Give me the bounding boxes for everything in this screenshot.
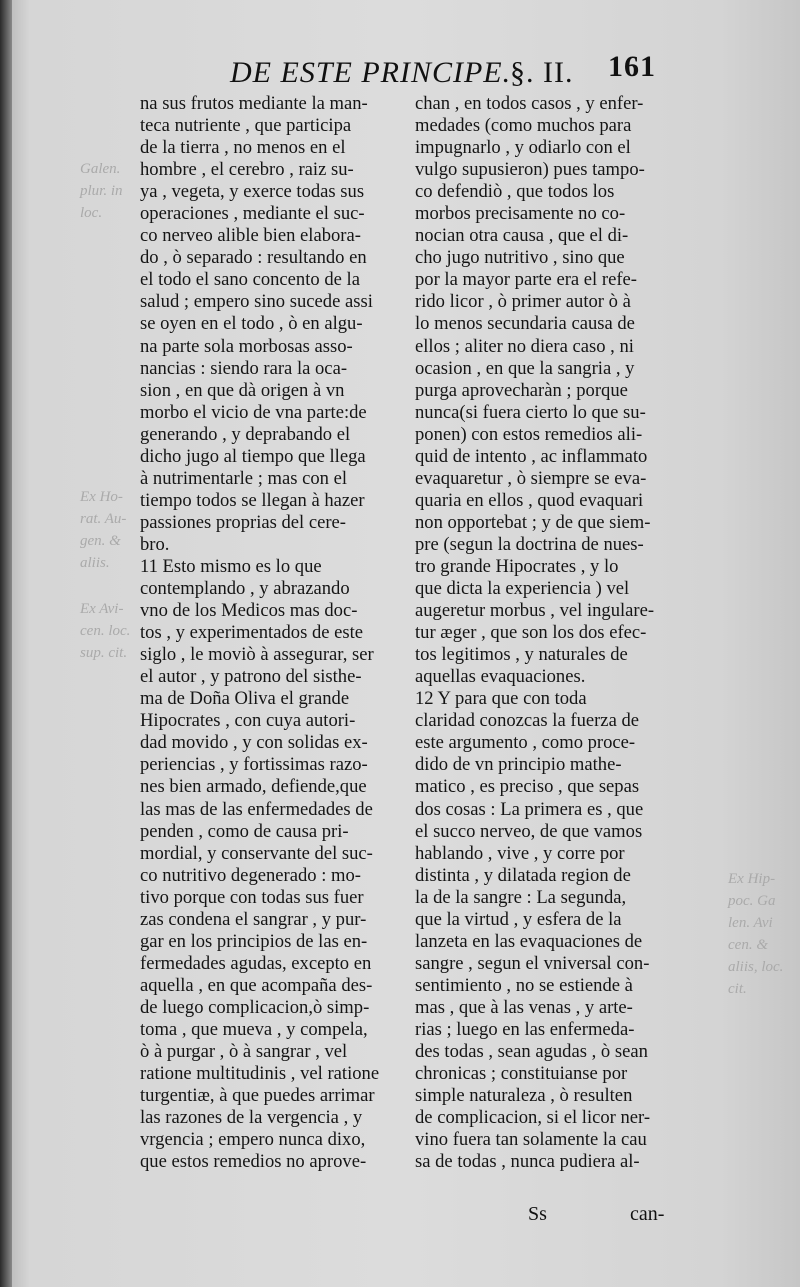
text-line: toma , que mueva , y compela, xyxy=(140,1018,368,1040)
text-line: hablando , vive , y corre por xyxy=(415,842,625,864)
text-line: las mas de las enfermedades de xyxy=(140,798,373,820)
text-line: na sus frutos mediante la man- xyxy=(140,93,368,114)
catchword: can- xyxy=(630,1203,665,1225)
text-line: do , ò separado : resultando en xyxy=(140,247,367,269)
signature-mark: Ss xyxy=(528,1203,547,1225)
text-line: dad movido , y con solidas ex- xyxy=(140,732,368,754)
text-line: salud ; empero sino sucede assi xyxy=(140,291,373,313)
margin-note-line: rat. Au- xyxy=(80,511,127,527)
text-line: chronicas ; constituianse por xyxy=(415,1063,628,1085)
header-title: DE ESTE PRINCIPE. xyxy=(230,56,512,89)
text-line: fermedades agudas, excepto en xyxy=(140,952,372,974)
text-line: dos cosas : La primera es , que xyxy=(415,798,644,820)
text-line: el todo el sano concento de la xyxy=(140,269,360,291)
margin-note-line: cen. loc. xyxy=(80,623,131,639)
text-line: co defendiò , que todos los xyxy=(415,181,615,203)
text-line: de complicacion, si el licor ner- xyxy=(415,1107,651,1129)
text-line: quaria en ellos , quod evaquari xyxy=(415,489,644,511)
text-line: aquellas evaquaciones. xyxy=(415,666,586,688)
text-line: nes bien armado, defiende,que xyxy=(140,776,367,798)
text-line: dicho jugo al tiempo que llega xyxy=(140,445,366,467)
margin-note-line: len. Avi xyxy=(728,915,773,931)
text-line: lo menos secundaria causa de xyxy=(415,313,635,335)
text-line: ò à purgar , ò à sangrar , vel xyxy=(140,1041,348,1063)
text-line: vulgo supusieron) pues tampo- xyxy=(415,159,645,181)
text-line: sion , en que dà origen à vn xyxy=(140,379,345,401)
margin-note-left xyxy=(80,158,140,224)
margin-note-line: Ex Avi- xyxy=(80,601,124,617)
margin-note-line: cen. & xyxy=(728,937,768,953)
text-line: ratione multitudinis , vel ratione xyxy=(140,1063,380,1085)
text-line: morbos precisamente no co- xyxy=(415,203,626,225)
margin-note-right xyxy=(728,868,798,1000)
text-line: el autor , y patrono del sisthe- xyxy=(140,666,362,688)
text-line: bro. xyxy=(140,533,170,555)
text-line: zas condena el sangrar , y pur- xyxy=(140,908,367,930)
text-line: à nutrimentarle ; mas con el xyxy=(140,467,348,489)
text-line: tiempo todos se llegan à hazer xyxy=(140,489,365,511)
text-line: cho jugo nutritivo , sino que xyxy=(415,247,625,269)
text-line: dido de vn principio mathe- xyxy=(415,754,622,776)
text-line: mas , que à las venas , y arte- xyxy=(415,996,633,1018)
text-line: simple naturaleza , ò resulten xyxy=(415,1085,633,1107)
text-line: aquella , en que acompaña des- xyxy=(140,974,373,996)
text-line: la de la sangre : La segunda, xyxy=(415,886,627,908)
header-section: §. II. xyxy=(510,56,574,89)
text-column-left xyxy=(140,93,400,1173)
text-line: periencias , y fortissimas razo- xyxy=(140,754,368,776)
text-line: ellos ; aliter no diera caso , ni xyxy=(415,335,634,357)
text-line: quid de intento , ac inflammato xyxy=(415,445,648,467)
text-line: rido licor , ò primer autor ò à xyxy=(415,291,631,313)
margin-note-line: cit. xyxy=(728,981,747,997)
text-line: vrgencia ; empero nunca dixo, xyxy=(140,1129,366,1151)
text-line: co nerveo alible bien elabora- xyxy=(140,225,361,247)
text-line: impugnarlo , y odiarlo con el xyxy=(415,137,631,159)
text-line: nocian otra causa , que el di- xyxy=(415,225,629,247)
text-line: siglo , le moviò à assegurar, ser xyxy=(140,644,374,666)
text-line: de la tierra , no menos en el xyxy=(140,137,346,159)
text-line: teca nutriente , que participa xyxy=(140,115,352,137)
text-line: nancias : siendo rara la oca- xyxy=(140,357,348,379)
text-column-right xyxy=(415,93,673,1173)
margin-note-line: sup. cit. xyxy=(80,645,128,661)
text-line: tro grande Hipocrates , y lo xyxy=(415,555,619,577)
text-line: passiones proprias del cere- xyxy=(140,511,347,533)
text-line: sangre , segun el vniversal con- xyxy=(415,952,650,974)
running-header xyxy=(230,50,690,96)
margin-note-line: Ex Hip- xyxy=(728,871,776,887)
margin-note-line: plur. in xyxy=(80,183,123,199)
text-line: des todas , sean agudas , ò sean xyxy=(415,1041,648,1063)
text-line: evaquaretur , ò siempre se eva- xyxy=(415,467,647,489)
text-line: non opportebat ; y de que siem- xyxy=(415,511,651,533)
margin-note-line: gen. & xyxy=(80,533,121,549)
text-line: ponen) con estos remedios ali- xyxy=(415,423,643,445)
text-line: Hipocrates , con cuya autori- xyxy=(140,710,356,732)
margin-note-line: Galen. xyxy=(80,161,121,177)
text-line: que la virtud , y esfera de la xyxy=(415,908,622,930)
text-line: contemplando , y abrazando xyxy=(140,578,350,600)
text-line: augeretur morbus , vel ingulare- xyxy=(415,600,655,622)
text-line: sa de todas , nunca pudiera al- xyxy=(415,1151,640,1173)
text-line: turgentiæ, à que puedes arrimar xyxy=(140,1085,375,1107)
text-line: pre (segun la doctrina de nues- xyxy=(415,533,644,555)
text-line: vino fuera tan solamente la cau xyxy=(415,1129,647,1151)
text-line: matico , es preciso , que sepas xyxy=(415,776,640,798)
text-line: medades (como muchos para xyxy=(415,115,632,137)
text-line: lanzeta en las evaquaciones de xyxy=(415,930,643,952)
text-line: tos legitimos , y naturales de xyxy=(415,644,628,666)
text-line: el succo nerveo, de que vamos xyxy=(415,820,643,842)
text-line: hombre , el cerebro , raiz su- xyxy=(140,159,354,181)
text-line: co nutritivo degenerado : mo- xyxy=(140,864,361,886)
book-spine-shadow xyxy=(0,0,12,1287)
text-line: claridad conozcas la fuerza de xyxy=(415,710,640,732)
text-line: gar en los principios de las en- xyxy=(140,930,368,952)
text-line: chan , en todos casos , y enfer- xyxy=(415,93,644,114)
text-line: este argumento , como proce- xyxy=(415,732,636,754)
text-line: operaciones , mediante el suc- xyxy=(140,203,365,225)
margin-note-left xyxy=(80,598,140,664)
text-line: tivo porque con todas sus fuer xyxy=(140,886,364,908)
text-line: se oyen en el todo , ò en algu- xyxy=(140,313,363,335)
text-line: purga aprovecharàn ; porque xyxy=(415,379,628,401)
margin-note-left xyxy=(80,486,140,574)
text-line: vno de los Medicos mas doc- xyxy=(140,600,358,622)
text-line: mordial, y conservante del suc- xyxy=(140,842,373,864)
text-line: distinta , y dilatada region de xyxy=(415,864,631,886)
text-line: rias ; luego en las enfermeda- xyxy=(415,1018,635,1040)
text-line: de luego complicacion,ò simp- xyxy=(140,996,370,1018)
text-line: que dicta la experiencia ) vel xyxy=(415,578,630,600)
margin-note-line: Ex Ho- xyxy=(80,489,123,505)
text-line: nunca(si fuera cierto lo que su- xyxy=(415,401,646,423)
text-line: ma de Doña Oliva el grande xyxy=(140,688,350,710)
text-line: las razones de la vergencia , y xyxy=(140,1107,363,1129)
text-line: ya , vegeta, y exerce todas sus xyxy=(140,181,365,203)
text-line: na parte sola morbosas asso- xyxy=(140,335,353,357)
text-line: ocasion , en que la sangria , y xyxy=(415,357,635,379)
margin-note-line: loc. xyxy=(80,205,103,221)
text-line: 12 Y para que con toda xyxy=(415,688,587,710)
page-number: 161 xyxy=(608,50,656,83)
margin-note-line: aliis. xyxy=(80,555,110,571)
text-line: tur æger , que son los dos efec- xyxy=(415,622,647,644)
text-line: morbo el vicio de vna parte:de xyxy=(140,401,367,423)
text-line: tos , y experimentados de este xyxy=(140,622,364,644)
margin-note-line: poc. Ga xyxy=(728,893,776,909)
text-line: que estos remedios no aprove- xyxy=(140,1151,367,1173)
text-line: 11 Esto mismo es lo que xyxy=(140,555,322,577)
text-line: sentimiento , no se estiende à xyxy=(415,974,633,996)
text-line: penden , como de causa pri- xyxy=(140,820,349,842)
text-line: por la mayor parte era el refe- xyxy=(415,269,637,291)
margin-note-line: aliis, loc. xyxy=(728,959,784,975)
text-line: generando , y deprabando el xyxy=(140,423,351,445)
